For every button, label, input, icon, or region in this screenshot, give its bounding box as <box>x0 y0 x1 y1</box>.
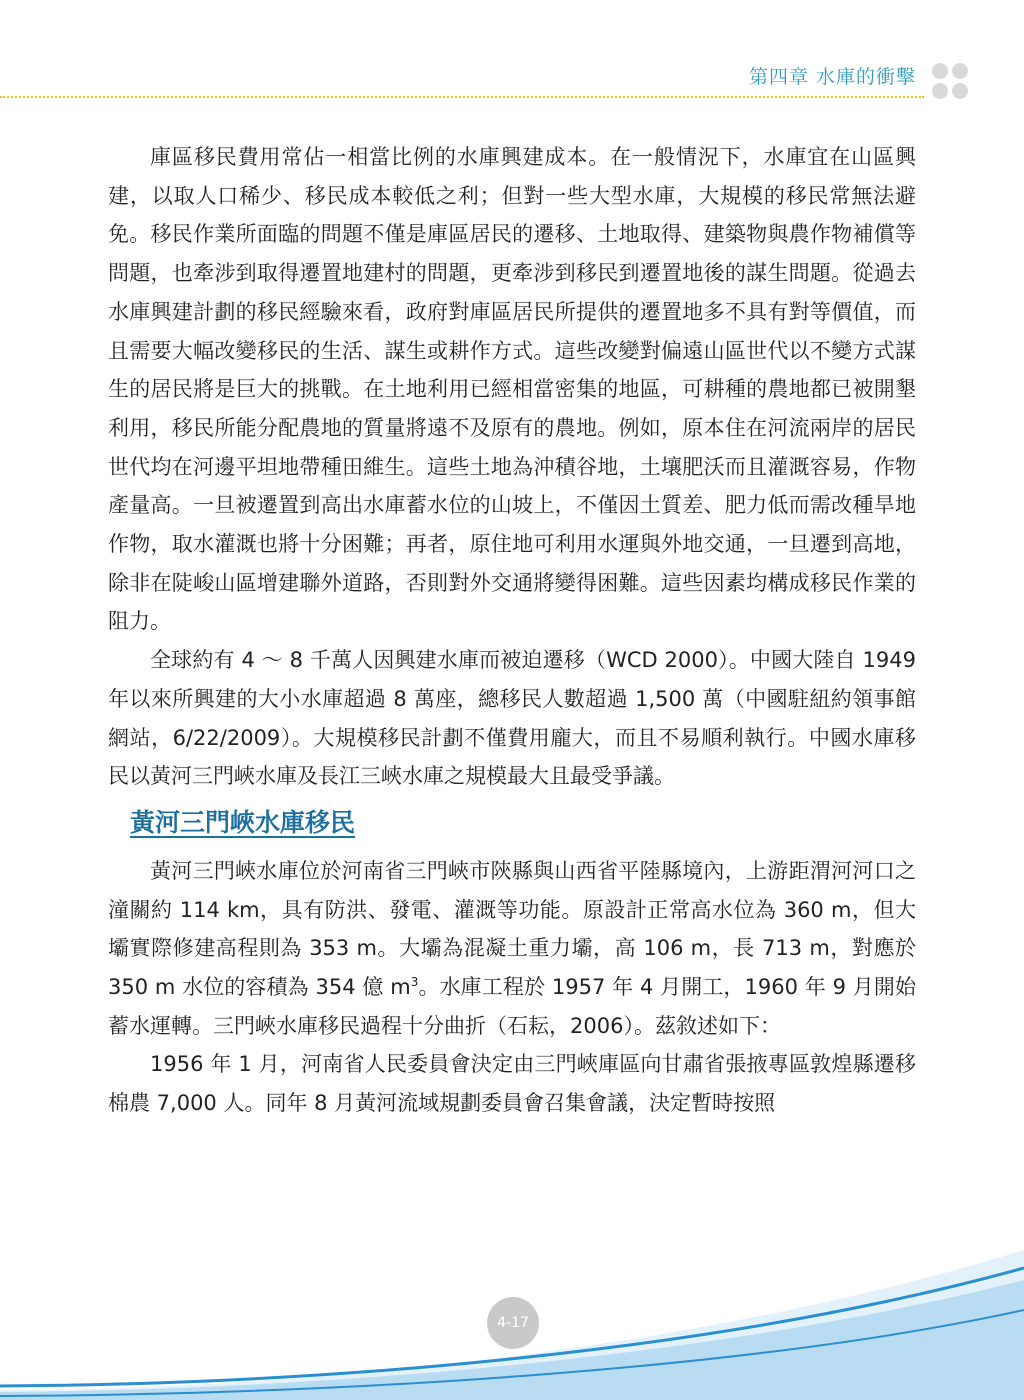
section-heading: 黃河三門峽水庫移民 <box>130 807 356 837</box>
chapter-header-title: 第四章 水庫的衝擊 <box>748 66 916 88</box>
decor-dot <box>952 63 968 79</box>
paragraph-sanmenxia-description <box>108 852 916 1046</box>
decor-dot <box>952 83 968 99</box>
paragraph-1956-relocation: 1956 年 1 月，河南省人民委員會決定由三門峽庫區向甘肅省張掖專區敦煌縣遷移棉農 7,000 人。同年 8 月黃河流域規劃委員會召集會議，決定暫時按照 <box>108 1052 916 1116</box>
decor-dot <box>932 63 948 79</box>
body-text <box>108 138 916 1123</box>
paragraph-resettlement-cost: 庫區移民費用常佔一相當比例的水庫興建成本。在一般情況下，水庫宜在山區興建，以取人口稀少、移民成本較低之利；但對一些大型水庫，大規模的移民常無法避免。移民作業所面臨的問題不僅是庫區居民的遷移、土地取得、建築物與農作物補償等問題，也牽涉到取得遷置地建村的問題，更牽涉到移民到遷置地後的謀生問題。從過去水庫興建計劃的移民經驗來看，政府對庫區居民所提供的遷置地多不具有對等價值，而且需要大幅改變移民的生活、謀生或耕作方式。這些改變對偏遠山區世代以不變方式謀生的居民將是巨大的挑戰。在土地利用已經相當密集的地區，可耕種的農地都已被開墾利用，移民所能分配農地的質量將遠不及原有的農地。例如，原本住在河流兩岸的居民世代均在河邊平坦地帶種田維生。這些土地為沖積谷地，土壤肥沃而且灌溉容易，作物產量高。一旦被遷置到高出水庫蓄水位的山坡上，不僅因土質差、肥力低而需改種旱地作物，取水灌溉也將十分困難；再者，原住地可利用水運與外地交通，一旦遷到高地，除非在陡峻山區增建聯外道路，否則對外交通將變得困難。這些因素均構成移民作業的阻力。 <box>108 145 916 634</box>
paragraph-text: 。水庫工程於 1957 年 4 月開工，1960 年 9 月開始蓄水運轉。三門峽水庫移民過程十分曲折（石耘，2006）。茲敘述如下： <box>108 975 916 1038</box>
paragraph-text: 黃河三門峽水庫位於河南省三門峽市陝縣與山西省平陸縣境內，上游距渭河河口之潼關約 114 km，具有防洪、發電、灌溉等功能。原設計正常高水位為 360 m，但大壩實際修建高程則為 353 m。大壩為混凝土重力壩，高 106 m，長 713 m，對應於 350 m 水位的容積為 354 億 m <box>108 858 916 1000</box>
superscript: 3 <box>410 975 419 990</box>
page-number-badge: 4-17 <box>487 1297 539 1349</box>
header-dotted-rule <box>0 96 924 98</box>
paragraph-global-resettlement: 全球約有 4 ～ 8 千萬人因興建水庫而被迫遷移（WCD 2000）。中國大陸自 1949 年以來所興建的大小水庫超過 8 萬座，總移民人數超過 1,500 萬（中國駐紐約領事館網站，6/22/2009）。大規模移民計劃不僅費用龐大，而且不易順利執行。中國水庫移民以黃河三門峽水庫及長江三峽水庫之規模最大且最受爭議。 <box>108 648 916 789</box>
decor-dot <box>932 83 948 99</box>
header-dots-decoration <box>932 63 972 103</box>
